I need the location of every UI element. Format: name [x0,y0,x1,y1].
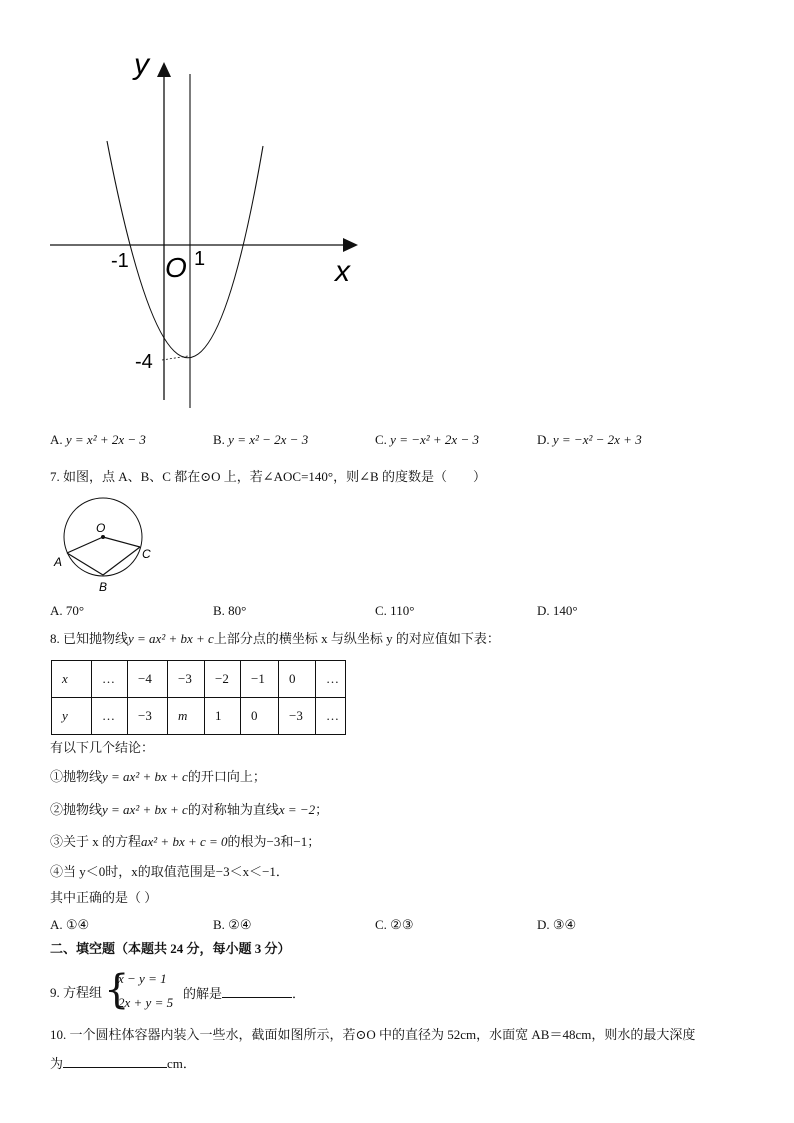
q8-conclusion-3 [50,834,320,850]
q7-option-c-letter: C. [375,603,387,618]
q9-answer-blank[interactable] [222,985,292,998]
q8-conclusion-4: ④当 y＜0时，x的取值范围是−3＜x＜−1． [50,864,289,879]
table-row-y [52,698,346,735]
x-axis-arrow [343,238,358,252]
x-axis-label: x [335,255,350,288]
point-b-label: B [99,580,108,594]
parabola-curve [107,141,263,358]
q6-option-c[interactable] [375,432,479,448]
q8-option-d-text: ③④ [552,917,577,932]
table-cell: −1 [241,661,279,698]
center-dot [101,535,105,539]
q8-stem-pre: 8. 已知抛物线 [50,631,129,646]
q6-option-a-letter: A. [50,432,63,447]
q10-line2 [50,1055,196,1072]
q7-option-a-text: 70° [65,603,85,618]
q8-intro: 有以下几个结论： [50,740,155,755]
q8-option-b-text: ②④ [228,917,252,932]
q6-option-d-expr: y = −x² − 2x + 3 [552,432,642,447]
q7-option-b[interactable] [213,603,246,619]
q10-line1: 10. 一个圆柱体容器内装入一些水，截面如图所示，若⊙O 中的直径为 52cm，水面宽 AB＝48cm，则水的最大深度 [50,1027,696,1042]
q9-post-text: 的解是 [183,986,223,1001]
q8-c1-expr: y = ax² + bx + c [102,769,188,784]
parabola-graph [40,40,380,420]
q8-c3-expr: ax² + bx + c = 0 [141,834,228,849]
table-cell: y [52,698,92,735]
point-c-label: C [142,547,151,561]
q6-option-c-expr: y = −x² + 2x − 3 [390,432,479,447]
q8-option-c-letter: C. [375,917,387,932]
q7-option-d-text: 140° [552,603,578,618]
q8-option-a-letter: A. [50,917,63,932]
q8-c1-post: 的开口向上； [187,769,266,784]
q8-stem-post: 上部分点的横坐标 x 与纵坐标 y 的对应值如下表： [213,631,500,646]
tick-label-1: 1 [194,248,206,270]
q8-c2-pre: ②抛物线 [50,802,103,817]
q6-option-b-expr: y = x² − 2x − 3 [228,432,309,447]
vertex-dashed-line [162,356,188,360]
q7-circle-figure [50,495,160,595]
q7-option-c-text: 110° [390,603,415,618]
q6-option-d-letter: D. [537,432,550,447]
q6-option-c-letter: C. [375,432,387,447]
section-2-title: 二、填空题（本题共 24 分，每小题 3 分） [50,941,291,956]
table-cell: … [316,661,346,698]
y-axis-label: y [134,48,149,81]
origin-label: O [165,252,187,283]
point-a-label: A [54,555,63,569]
q8-option-c[interactable] [375,917,413,933]
table-cell: −3 [168,661,205,698]
segment-oc [103,537,140,547]
q8-option-a-text: ①④ [65,917,90,932]
table-cell: … [92,698,128,735]
q8-stem [50,631,500,647]
q6-option-a[interactable] [50,432,146,448]
table-cell: 0 [241,698,279,735]
q7-option-a-letter: A. [50,603,63,618]
table-cell: −3 [128,698,168,735]
q8-option-d[interactable] [537,917,576,933]
q8-c3-post: 的根为−3和−1； [227,834,321,849]
q8-option-c-text: ②③ [390,917,414,932]
q9-end: ． [292,986,306,1001]
table-cell: 0 [279,661,316,698]
q8-value-table [51,660,346,735]
table-cell: −3 [279,698,316,735]
q10-line2-pre: 为 [50,1056,64,1071]
table-cell: … [92,661,128,698]
table-cell: 1 [205,698,241,735]
q7-option-d-letter: D. [537,603,550,618]
q8-option-d-letter: D. [537,917,550,932]
point-o-label: O [96,521,106,535]
q10-line2-post: cm． [167,1056,196,1071]
q8-c1-pre: ①抛物线 [50,769,103,784]
q8-c3-pre: ③关于 x 的方程 [50,834,142,849]
table-cell: m [168,698,205,735]
q10-answer-blank[interactable] [63,1055,167,1068]
q7-option-b-letter: B. [213,603,225,618]
q7-option-d[interactable] [537,603,578,619]
table-cell: −2 [205,661,241,698]
table-cell: … [316,698,346,735]
q8-c2-mid: 的对称轴为直线 [187,802,279,817]
q9-post [183,985,305,1002]
q7-option-a[interactable] [50,603,84,619]
tick-label-neg4: -4 [135,351,153,373]
q8-c2-expr: y = ax² + bx + c [102,802,188,817]
y-axis-arrow [157,62,171,77]
q8-option-a[interactable] [50,917,89,933]
q9-eq1: x − y = 1 [118,971,167,986]
table-cell: x [52,661,92,698]
q8-conclusion-1 [50,769,266,785]
q8-c2-post: ； [315,802,329,817]
q7-option-c[interactable] [375,603,414,619]
segment-oa [67,537,103,553]
q7-stem: 7. 如图，点 A、B、C 都在⊙O 上，若∠AOC=140°，则∠B 的度数是（ ） [50,469,486,484]
q8-option-b-letter: B. [213,917,225,932]
q7-option-b-text: 80° [228,603,247,618]
q8-stem-expr: y = ax² + bx + c [128,631,214,646]
q8-c2-expr2: x = −2 [278,802,316,817]
q6-option-b-letter: B. [213,432,225,447]
q8-question: 其中正确的是（ ） [50,890,158,905]
table-cell: −4 [128,661,168,698]
q9-pre: 9. 方程组 [50,985,103,1000]
q8-conclusion-2 [50,802,328,818]
q8-option-b[interactable] [213,917,251,933]
q6-option-b[interactable] [213,432,308,448]
q9-eq2: 2x + y = 5 [118,995,174,1010]
q6-option-d[interactable] [537,432,642,448]
tick-label-neg1: -1 [111,250,129,272]
q9-brace: { [104,967,130,1013]
table-row-x [52,661,346,698]
q6-option-a-expr: y = x² + 2x − 3 [65,432,146,447]
